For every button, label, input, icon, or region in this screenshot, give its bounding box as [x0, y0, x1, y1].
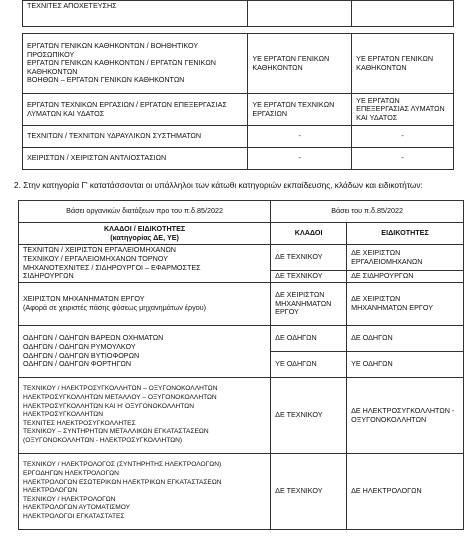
- table-cell: ΤΕΧΝΙΤΩΝ / ΤΕΧΝΙΤΩΝ ΥΔΡΑΥΛΙΚΩΝ ΣΥΣΤΗΜΑΤΩΝ: [23, 126, 248, 148]
- table-cell: ΧΕΙΡΙΣΤΩΝ ΜΗΧΑΝΗΜΑΤΩΝ ΕΡΓΟΥ (Αφορά σε χειριστές πάσης φύσεως μηχανημάτων έργου): [19, 283, 271, 326]
- table-gap-row: [23, 27, 454, 34]
- header-pre-decree: Βάσει οργανικών διατάξεων προ του π.δ.85/2022: [19, 201, 271, 223]
- subheader-branches: ΚΛΑΔΟΙ: [271, 223, 347, 245]
- table-row: [19, 245, 464, 271]
- table-row: [23, 1, 454, 27]
- table-row: [23, 126, 454, 148]
- subheader-branches-specialties: ΚΛΑΔΟΙ / ΕΙΔΙΚΟΤΗΤΕΣ (κατηγορίας ΔΕ, ΥΕ): [19, 223, 271, 245]
- table-cell: -: [248, 148, 352, 170]
- table-cell: ΔΕ ΗΛΕΚΤΡΟΣΥΓΚΟΛΛΗΤΩΝ - ΟΞΥΓΟΝΟΚΟΛΛΗΤΩΝ: [347, 378, 464, 454]
- table-cell: ΤΕΧΝΙΚΟΥ / ΗΛΕΚΤΡΟΛΟΓΟΣ (ΣΥΝΤΗΡΗΤΗΣ ΗΛΕΚΤΡΟΛΟΓΩΝ) ΕΡΓΟΔΗΓΩΝ ΗΛΕΚΤΡΟΛΟΓΩΝ ΗΛΕΚΤΡΟΛΟΓΩΝ ΕΣΩΤΕΡΙΚΩΝ ΗΛΕΚΤΡΙΚΩΝ ΕΓΚΑΤΑΣΤΑΣΕΩΝ ΗΛΕΚΤΡΟΛΟΓΩΝ ΤΕΧΝΙΚΟΥ / ΗΛΕΚΤΡΟΛΟΓΩΝ ΗΛΕΚΤΡΟΛΟΓΩΝ ΑΥΤΟΜΑΤΙΣΜΟΥ ΗΛΕΚΤΡΟΛΟΓΟΙ ΕΓΚΑΤΑΣΤΑΤΕΣ: [19, 454, 271, 530]
- table-cell: [352, 1, 454, 27]
- subheader-specialties: ΕΙΔΙΚΟΤΗΤΕΣ: [347, 223, 464, 245]
- table-cell: ΔΕ ΧΕΙΡΙΣΤΩΝ ΜΗΧΑΝΗΜΑΤΩΝ ΕΡΓΟΥ: [271, 283, 347, 326]
- table-cell: ΔΕ ΤΕΧΝΙΚΟΥ: [271, 271, 347, 283]
- table-cell: ΧΕΙΡΙΣΤΩΝ / ΧΕΙΡΙΣΤΩΝ ΑΝΤΛΙΟΣΤΑΣΙΩΝ: [23, 148, 248, 170]
- table-cell: ΥΕ ΕΡΓΑΤΩΝ ΓΕΝΙΚΩΝ ΚΑΘΗΚΟΝΤΩΝ: [248, 34, 352, 94]
- table-row: [19, 378, 464, 454]
- table-cell: ΔΕ ΧΕΙΡΙΣΤΩΝ ΜΗΧΑΝΗΜΑΤΩΝ ΕΡΓΟΥ: [347, 283, 464, 326]
- table-row: [19, 283, 464, 326]
- table-cell: -: [352, 126, 454, 148]
- table-row: [23, 148, 454, 170]
- table-cell: ΔΕ ΤΕΧΝΙΚΟΥ: [271, 245, 347, 271]
- table-row: [23, 34, 454, 94]
- table-cell: ΥΕ ΟΔΗΓΩΝ: [271, 352, 347, 378]
- table-cell: ΔΕ ΗΛΕΚΤΡΟΛΟΓΩΝ: [347, 454, 464, 530]
- table-row: [23, 94, 454, 126]
- table-cell: ΔΕ ΟΔΗΓΩΝ: [271, 326, 347, 352]
- table-cell: ΥΕ ΕΡΓΑΤΩΝ ΓΕΝΙΚΩΝ ΚΑΘΗΚΟΝΤΩΝ: [352, 34, 454, 94]
- table-cell: ΤΕΧΝΙΚΟΥ / ΗΛΕΚΤΡΟΣΥΓΚΟΛΛΗΤΩΝ – ΟΞΥΓΟΝΟΚΟΛΛΗΤΩΝ ΗΛΕΚΤΡΟΣΥΓΚΟΛΛΗΤΩΝ ΜΕΤΑΛΛΟΥ – ΟΞΥΓΟΝΟΚΟΛΛΗΤΩΝ ΗΛΕΚΤΡΟΣΥΓΚΟΛΛΗΤΩΝ ΚΑΙ Η' ΟΞΥΓΟΝΟΚΟΛΛΗΤΩΝ ΗΛΕΚΤΡΟΣΥΓΚΟΛΛΗΤΩΝ ΤΕΧΝΙΤΕΣ ΗΛΕΚΤΡΟΣΥΓΚΟΛΛΗΤΕΣ ΤΕΧΝΙΚΟΥ – ΣΥΝΤΗΡΗΤΩΝ ΜΕΤΑΛΛΙΚΩΝ ΕΓΚΑΤΑΣΤΑΣΕΩΝ (ΟΞΥΓΟΝΟΚΟΛΛΗΤΩΝ - ΗΛΕΚΤΡΟΣΥΓΚΟΛΛΗΤΩΝ): [19, 378, 271, 454]
- classification-table-category-c: [18, 200, 464, 530]
- table-cell: -: [248, 126, 352, 148]
- table-cell: ΟΔΗΓΩΝ / ΟΔΗΓΩΝ ΒΑΡΕΩΝ ΟΧΗΜΑΤΩΝ ΟΔΗΓΩΝ / ΟΔΗΓΩΝ ΡΥΜΟΥΛΚΟΥ ΟΔΗΓΩΝ / ΟΔΗΓΩΝ ΒΥΤΙΟΦΟΡΩΝ ΟΔΗΓΩΝ / ΟΔΗΓΩΝ ΦΟΡΤΗΓΩΝ: [19, 326, 271, 378]
- table-cell: ΔΕ ΤΕΧΝΙΚΟΥ: [271, 378, 347, 454]
- paragraph-category-c: 2. Στην κατηγορία Γ' κατατάσσονται οι υπάλληλοι των κάτωθι κατηγοριών εκπαίδευσης, κλάδων και ειδικοτήτων:: [14, 180, 423, 190]
- classification-table-top: [22, 0, 454, 170]
- table-row: [19, 454, 464, 530]
- table-header-row: [19, 201, 464, 223]
- table-cell: ΔΕ ΟΔΗΓΩΝ: [347, 326, 464, 352]
- header-decree: Βάσει του π.δ.85/2022: [271, 201, 464, 223]
- table-cell: ΕΡΓΑΤΩΝ ΓΕΝΙΚΩΝ ΚΑΘΗΚΟΝΤΩΝ / ΒΟΗΘΗΤΙΚΟΥ ΠΡΟΣΩΠΙΚΟΥ ΕΡΓΑΤΩΝ ΓΕΝΙΚΩΝ ΚΑΘΗΚΟΝΤΩΝ / ΕΡΓΑΤΩΝ ΓΕΝΙΚΩΝ ΚΑΘΗΚΟΝΤΩΝ ΒΟΗΘΩΝ – ΕΡΓΑΤΩΝ ΓΕΝΙΚΩΝ ΚΑΘΗΚΟΝΤΩΝ: [23, 34, 248, 94]
- table-cell: ΥΕ ΕΡΓΑΤΩΝ ΤΕΧΝΙΚΩΝ ΕΡΓΑΣΙΩΝ: [248, 94, 352, 126]
- table-cell: ΥΕ ΕΡΓΑΤΩΝ ΕΠΕΞΕΡΓΑΣΙΑΣ ΛΥΜΑΤΩΝ ΚΑΙ ΥΔΑΤΟΣ: [352, 94, 454, 126]
- table-cell: [248, 1, 352, 27]
- table-cell: ΔΕ ΣΙΔΗΡΟΥΡΓΩΝ: [347, 271, 464, 283]
- table-cell: ΤΕΧΝΙΤΩΝ / ΧΕΙΡΙΣΤΩΝ ΕΡΓΑΛΕΙΟΜΗΧΑΝΩΝ ΤΕΧΝΙΚΟΥ / ΕΡΓΑΛΕΙΟΜΗΧΑΝΩΝ ΤΟΡΝΟΥ ΜΗΧΑΝΟΤΕΧΝΙΤΕΣ / ΣΙΔΗΡΟΥΡΓΟΙ – ΕΦΑΡΜΟΣΤΕΣ ΣΙΔΗΡΟΥΡΓΩΝ: [19, 245, 271, 283]
- table-cell: ΥΕ ΟΔΗΓΩΝ: [347, 352, 464, 378]
- table-subheader-row: [19, 223, 464, 245]
- table-cell: ΔΕ ΧΕΙΡΙΣΤΩΝ ΕΡΓΑΛΕΙΟΜΗΧΑΝΩΝ: [347, 245, 464, 271]
- table-cell: ΤΕΧΝΙΤΕΣ ΑΠΟΧΕΤΕΥΣΗΣ: [23, 1, 248, 27]
- table-row: [19, 326, 464, 352]
- table-cell: -: [352, 148, 454, 170]
- table-cell: ΕΡΓΑΤΩΝ ΤΕΧΝΙΚΩΝ ΕΡΓΑΣΙΩΝ / ΕΡΓΑΤΩΝ ΕΠΕΞΕΡΓΑΣΙΑΣ ΛΥΜΑΤΩΝ ΚΑΙ ΥΔΑΤΟΣ: [23, 94, 248, 126]
- table-cell: ΔΕ ΤΕΧΝΙΚΟΥ: [271, 454, 347, 530]
